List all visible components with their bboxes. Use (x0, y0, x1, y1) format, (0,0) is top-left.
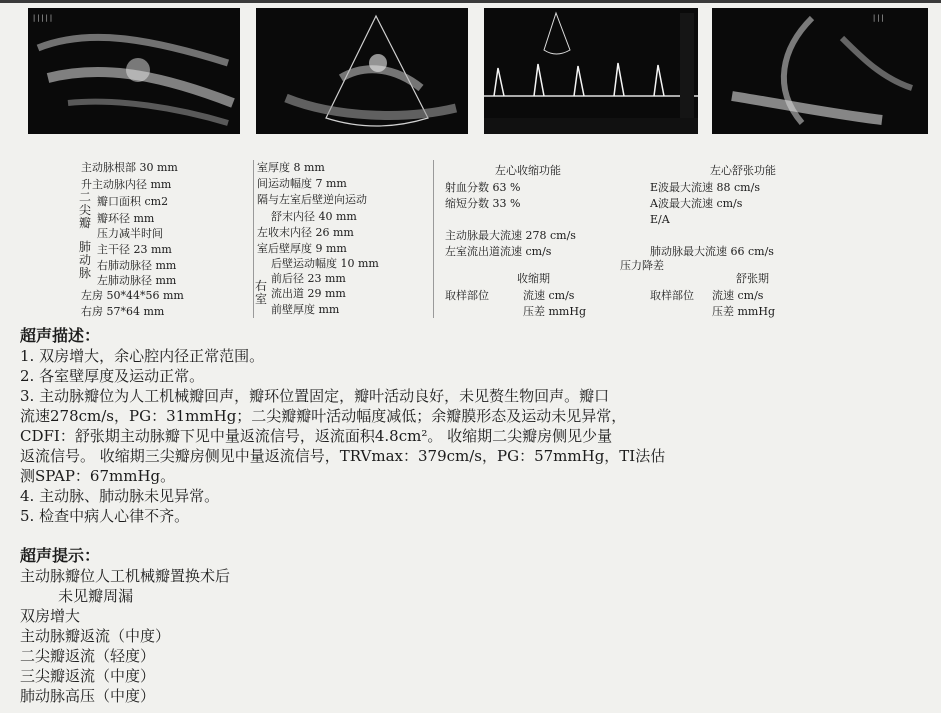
rv-outflow-tract: 流出道 29 mm (271, 287, 346, 300)
ultrasound-image-color-doppler (256, 8, 468, 134)
conclusion-line: 肺动脉高压（中度） (20, 687, 156, 705)
left-atrium: 左房 50*44*56 mm (81, 289, 184, 302)
systolic-sampling-site: 取样部位 (445, 289, 489, 302)
description-line: 流速278cm/s，PG：31mmHg；二尖瓣瓣叶活动幅度减低；余瓣膜形态及运动未见异常， (20, 407, 627, 425)
conclusion-heading: 超声提示： (20, 546, 101, 565)
right-atrium: 右房 57*64 mm (81, 305, 165, 318)
conclusion-section (20, 546, 230, 706)
pressure-half-time: 压力减半时间 (97, 227, 163, 240)
lv-end-systolic: 左收末内径 26 mm (257, 226, 354, 239)
lv-end-diastolic: 舒末内径 40 mm (271, 210, 357, 223)
mitral-side-label: 二尖瓣 (78, 190, 91, 230)
mitral-annulus: 瓣环径 mm (97, 212, 155, 225)
conclusion-line: 未见瓣周漏 (20, 587, 134, 605)
fractional-shortening: 缩短分数 33 % (445, 197, 521, 210)
aortic-root: 主动脉根部 30 mm (81, 161, 178, 174)
diastolic-sampling-site: 取样部位 (650, 289, 694, 302)
a-wave-velocity: A波最大流速 cm/s (650, 197, 743, 210)
aortic-max-velocity: 主动脉最大流速 278 cm/s (445, 229, 576, 242)
e-wave-velocity: E波最大流速 88 cm/s (650, 181, 760, 194)
pa-side-label: 肺动脉 (78, 240, 91, 280)
diastolic-period-title: 舒张期 (736, 272, 769, 285)
diastolic-function-title: 左心舒张功能 (710, 164, 776, 177)
description-line: 2. 各室壁厚度及运动正常。 (20, 367, 205, 385)
ejection-fraction: 射血分数 63 % (445, 181, 521, 194)
ultrasound-image-spectral-doppler (484, 8, 698, 134)
ultrasound-image-short-axis (712, 8, 928, 134)
lv-posterior-wall-motion: 后壁运动幅度 10 mm (271, 257, 379, 270)
right-pa: 右肺动脉径 mm (97, 259, 177, 272)
description-line: 返流信号。 收缩期三尖瓣房侧见中量返流信号，TRVmax：379cm/s，PG：57mmHg，TI法估 (20, 447, 666, 465)
description-line: 3. 主动脉瓣位为人工机械瓣回声，瓣环位置固定，瓣叶活动良好，未见赘生物回声。瓣口 (20, 387, 610, 405)
systolic-function-title: 左心收缩功能 (495, 164, 561, 177)
svg-text:|||||: ||||| (32, 14, 54, 22)
ascending-aorta: 升主动脉内径 mm (81, 178, 172, 191)
rv-ap-diameter: 前后径 23 mm (271, 272, 346, 285)
description-line: 4. 主动脉、肺动脉未见异常。 (20, 487, 220, 505)
divider-2 (433, 160, 434, 318)
septum-relation: 隔与左室后壁逆向运动 (257, 193, 367, 206)
description-line: 5. 检查中病人心律不齐。 (20, 507, 190, 525)
ultrasound-image-long-axis (28, 8, 240, 134)
description-heading: 超声描述： (20, 326, 101, 345)
top-edge (0, 0, 941, 3)
pressure-drop: 压力降差 (620, 259, 664, 272)
measurements-table (75, 158, 930, 318)
conclusion-line: 二尖瓣返流（轻度） (20, 647, 156, 665)
diastolic-pressure-gradient: 压差 mmHg (712, 305, 775, 318)
mitral-orifice-area: 瓣口面积 cm2 (97, 195, 169, 208)
systolic-pressure-gradient: 压差 mmHg (523, 305, 586, 318)
diastolic-velocity: 流速 cm/s (712, 289, 764, 302)
conclusion-line: 双房增大 (20, 607, 81, 625)
description-line: 1. 双房增大，余心腔内径正常范围。 (20, 347, 265, 365)
ultrasound-image-row (28, 8, 928, 136)
lv-posterior-wall: 室后壁厚度 9 mm (257, 242, 347, 255)
e-a-ratio: E/A (650, 213, 670, 226)
main-pa: 主干径 23 mm (97, 243, 172, 256)
septum-motion: 间运动幅度 7 mm (257, 177, 347, 190)
left-pa: 左肺动脉径 mm (97, 274, 177, 287)
rv-side-label: 右室 (254, 279, 267, 306)
septum-thickness: 室厚度 8 mm (257, 161, 325, 174)
lvot-velocity: 左室流出道流速 cm/s (445, 245, 552, 258)
conclusion-line: 主动脉瓣返流（中度） (20, 627, 171, 645)
systolic-velocity: 流速 cm/s (523, 289, 575, 302)
pa-max-velocity: 肺动脉最大流速 66 cm/s (650, 245, 774, 258)
description-section (20, 326, 665, 526)
description-line: 测SPAP：67mmHg。 (20, 467, 176, 485)
conclusion-line: 三尖瓣返流（中度） (20, 667, 156, 685)
systolic-period-title: 收缩期 (517, 272, 550, 285)
rv-anterior-wall: 前壁厚度 mm (271, 303, 340, 316)
conclusion-line: 主动脉瓣位人工机械瓣置换术后 (20, 567, 231, 585)
description-line: CDFI：舒张期主动脉瓣下见中量返流信号，返流面积4.8cm²。 收缩期二尖瓣房侧见少量 (20, 427, 613, 445)
svg-text:|||: ||| (872, 14, 885, 22)
